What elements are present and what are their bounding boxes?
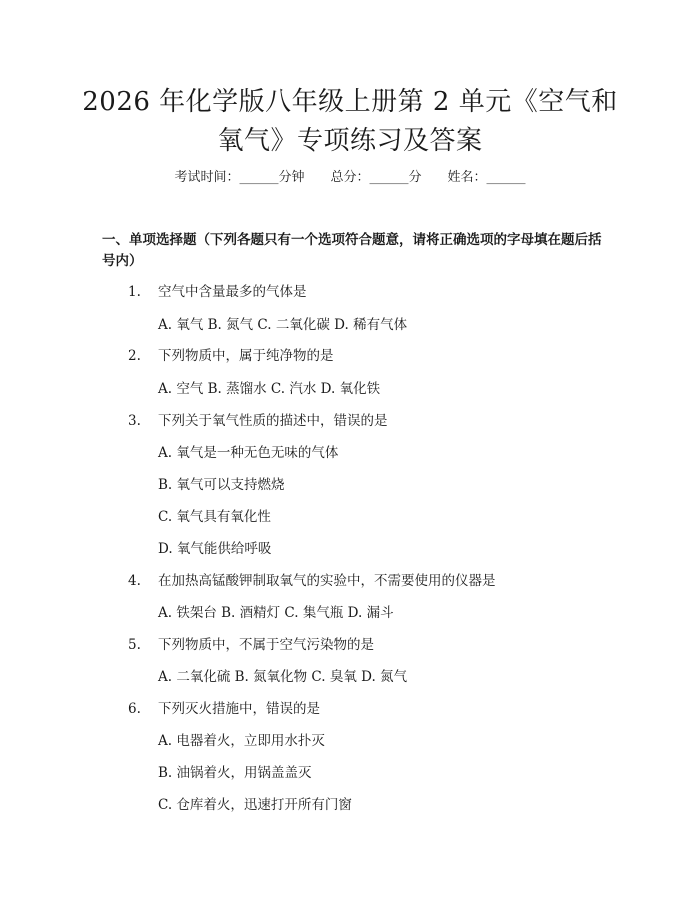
question-number: 2.	[128, 348, 141, 364]
question-number: 1.	[128, 284, 141, 300]
question-option: C. 仓库着火，迅速打开所有门窗	[158, 797, 352, 813]
question-option: C. 氧气具有氧化性	[158, 509, 271, 525]
exam-info	[0, 168, 700, 188]
section-heading: 一、单项选择题（下列各题只有一个选项符合题意，请将正确选项的字母填在题后括号内）	[102, 232, 602, 269]
student-name-field: 姓名：______	[447, 170, 526, 185]
question-number: 6.	[128, 701, 141, 717]
question-option: B. 油锅着火，用锅盖盖灭	[158, 765, 312, 781]
question-text: 空气中含量最多的气体是	[158, 284, 307, 300]
question-options: A. 二氧化硫 B. 氮氧化物 C. 臭氧 D. 氮气	[158, 669, 408, 685]
exam-time-field: 考试时间：______分钟	[174, 170, 305, 185]
document-title-line-2: 氧气》专项练习及答案	[217, 126, 483, 156]
question-text: 下列物质中，属于纯净物的是	[158, 348, 334, 364]
question-text: 下列关于氧气性质的描述中，错误的是	[158, 413, 388, 429]
question-options: A. 铁架台 B. 酒精灯 C. 集气瓶 D. 漏斗	[158, 605, 394, 621]
question-text: 下列灭火措施中，错误的是	[158, 701, 320, 717]
question-options: A. 氧气 B. 氮气 C. 二氧化碳 D. 稀有气体	[158, 317, 408, 333]
question-option: A. 氧气是一种无色无味的气体	[158, 445, 339, 461]
question-text: 下列物质中，不属于空气污染物的是	[158, 637, 374, 653]
question-option: D. 氧气能供给呼吸	[158, 541, 272, 557]
question-number: 4.	[128, 573, 141, 589]
total-score-field: 总分：______分	[330, 170, 422, 185]
question-options: A. 空气 B. 蒸馏水 C. 汽水 D. 氧化铁	[158, 381, 381, 397]
question-text: 在加热高锰酸钾制取氧气的实验中，不需要使用的仪器是	[158, 573, 496, 589]
question-option: A. 电器着火，立即用水扑灭	[158, 733, 325, 749]
question-number: 5.	[128, 637, 141, 653]
question-option: B. 氧气可以支持燃烧	[158, 477, 285, 493]
document-title-line-1: 2026 年化学版八年级上册第 2 单元《空气和	[82, 87, 618, 117]
question-number: 3.	[128, 413, 141, 429]
